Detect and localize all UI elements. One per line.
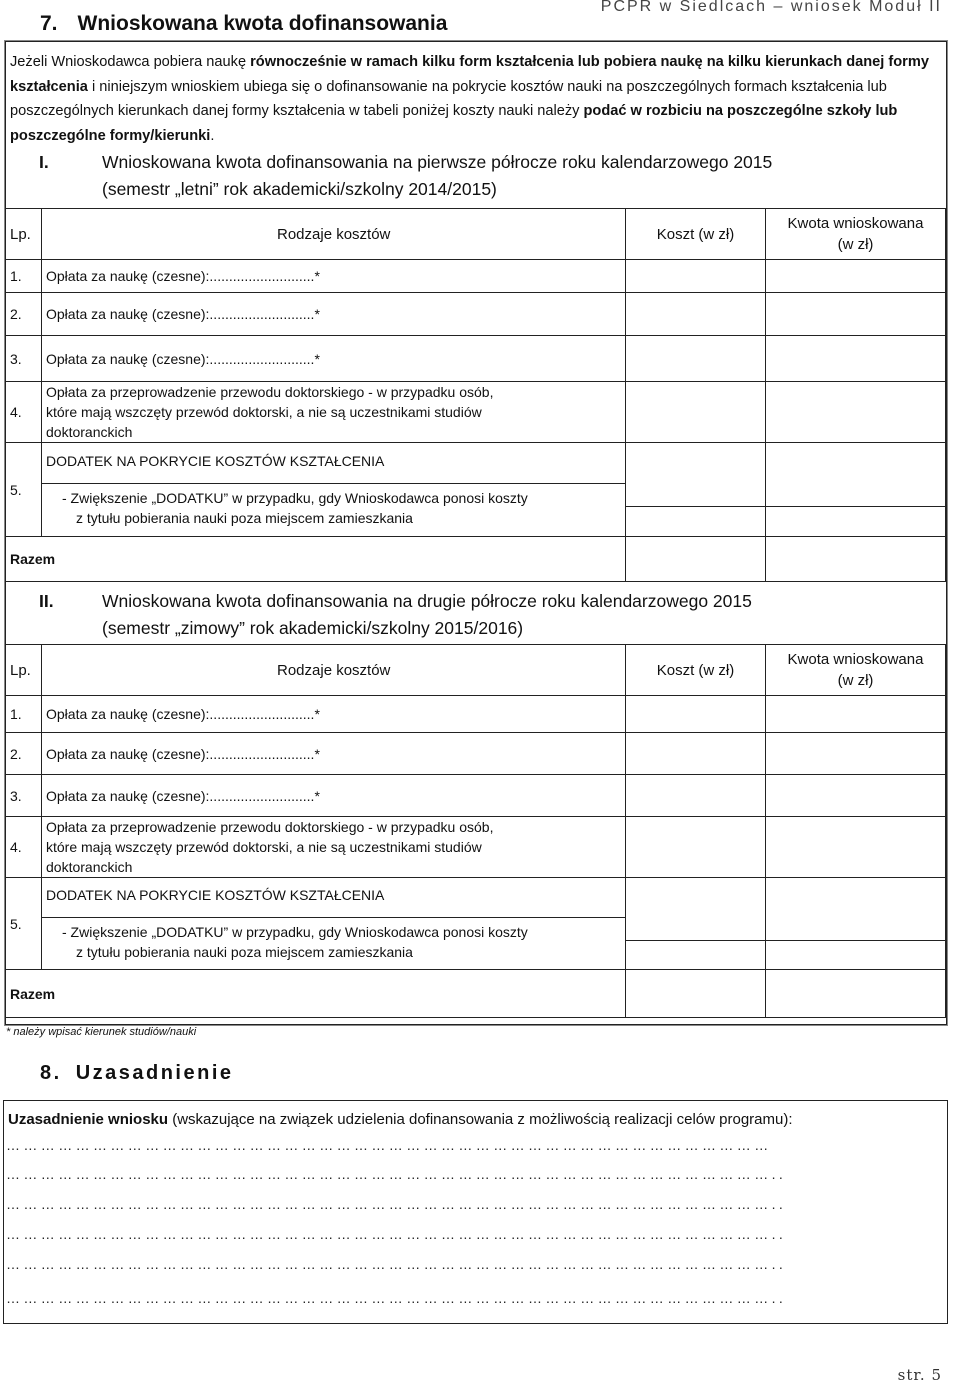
section-7-title: Wnioskowana kwota dofinansowania	[77, 12, 448, 35]
section-8-heading	[40, 1062, 234, 1085]
row-text: Opłata za przeprowadzenie przewodu doktorskiego - w przypadku osób, które mają wszczęty przewód doktorski, a nie są uczestnikami studiów doktoranckich	[42, 382, 626, 443]
section-8-title: Uzasadnienie	[75, 1062, 234, 1084]
row-lp: 1.	[6, 260, 42, 293]
row-text: Opłata za naukę (czesne):...........................*	[42, 733, 626, 775]
dot-line[interactable]: ……………………………………………………………………………………………………………………	[6, 1137, 772, 1153]
row-lp: 2.	[6, 733, 42, 775]
header-koszt: Koszt (w zł)	[626, 645, 766, 696]
row-lp: 3.	[6, 775, 42, 817]
koszt-cell[interactable]	[626, 537, 766, 582]
kwota-cell[interactable]	[766, 382, 946, 443]
razem-label: Razem	[6, 537, 626, 582]
dot-line[interactable]: ……………………………………………………………………………………………………………………..	[6, 1166, 787, 1182]
kwota-cell[interactable]	[766, 260, 946, 293]
part-2-roman: II.	[39, 591, 54, 611]
table-row	[6, 336, 946, 382]
header-rodzaje: Rodzaje kosztów	[42, 209, 626, 260]
intro-segment: i niniejszym wnioskiem ubiega się o dofinansowanie na pokrycie kosztów nauki na poszczególnych formach kształcenia lub poszczególnych kierunkach danej formy kształcenia w tabeli poniżej koszty nauki należy	[10, 78, 887, 119]
koszt-cell[interactable]	[626, 293, 766, 336]
koszt-cell[interactable]	[626, 817, 766, 878]
header-title: PCPR w Siedlcach – wniosek Moduł II	[600, 0, 942, 15]
kwota-cell[interactable]	[766, 878, 946, 970]
dodatek-sub-line1: - Zwiększenie „DODATKU” w przypadku, gdy Wnioskodawca ponosi koszty	[62, 490, 528, 506]
section-7-heading	[40, 12, 447, 36]
part-2-title-line2: (semestr „zimowy” rok akademicki/szkolny 2015/2016)	[102, 618, 524, 638]
header-kwota-line1: Kwota wnioskowana	[787, 215, 924, 232]
row-text: Opłata za przeprowadzenie przewodu doktorskiego - w przypadku osób, które mają wszczęty przewód doktorski, a nie są uczestnikami studiów doktoranckich	[42, 817, 626, 878]
row-lp: 2.	[6, 293, 42, 336]
dot-line[interactable]: ……………………………………………………………………………………………………………………..	[6, 1290, 787, 1306]
table-row	[6, 733, 946, 775]
row-text: Opłata za naukę (czesne):...........................*	[42, 336, 626, 382]
razem-label: Razem	[6, 970, 626, 1018]
kwota-cell[interactable]	[766, 696, 946, 733]
koszt-cell[interactable]	[626, 696, 766, 733]
table-row-dodatek	[6, 878, 946, 970]
intro-segment: .	[210, 127, 215, 144]
kwota-cell[interactable]	[766, 336, 946, 382]
kwota-cell[interactable]	[766, 443, 946, 537]
table-row	[6, 260, 946, 293]
kwota-cell[interactable]	[766, 537, 946, 582]
part-1-title-line1: Wnioskowana kwota dofinansowania na pierwsze półrocze roku kalendarzowego 2015	[102, 152, 773, 172]
header-lp: Lp.	[6, 645, 42, 696]
kwota-cell[interactable]	[766, 970, 946, 1018]
part-1-roman: I.	[39, 152, 49, 172]
table-row-razem	[6, 537, 946, 582]
part-1-title-line2: (semestr „letni” rok akademicki/szkolny 2014/2015)	[102, 179, 497, 199]
table-row	[6, 817, 946, 878]
intro-segment: Jeżeli Wnioskodawca pobiera naukę	[10, 54, 251, 70]
dodatek-sub-line1: - Zwiększenie „DODATKU” w przypadku, gdy Wnioskodawca ponosi koszty	[62, 924, 528, 940]
kwota-cell[interactable]	[766, 775, 946, 817]
dodatek-cell	[42, 878, 626, 970]
koszt-cell[interactable]	[626, 382, 766, 443]
koszt-cell[interactable]	[626, 878, 766, 970]
header-kwota	[766, 209, 946, 260]
row-lp: 5.	[6, 878, 42, 970]
table-row-dodatek	[6, 443, 946, 537]
kwota-cell[interactable]	[766, 733, 946, 775]
dot-line[interactable]: ……………………………………………………………………………………………………………………..	[6, 1256, 787, 1272]
row-lp: 4.	[6, 382, 42, 443]
section-7-intro	[10, 50, 940, 148]
row-lp: 5.	[6, 443, 42, 537]
header-kwota	[766, 645, 946, 696]
table-row	[6, 775, 946, 817]
table-row	[6, 382, 946, 443]
koszt-cell[interactable]	[626, 733, 766, 775]
kwota-cell[interactable]	[766, 293, 946, 336]
koszt-cell[interactable]	[626, 260, 766, 293]
footnote: * należy wpisać kierunek studiów/nauki	[6, 1026, 197, 1038]
row-lp: 3.	[6, 336, 42, 382]
dodatek-sub-line2: z tytułu pobierania nauki poza miejscem zamieszkania	[76, 510, 413, 526]
uzasadnienie-label-rest: (wskazujące na związek udzielenia dofinansowania z możliwością realizacji celów programu):	[168, 1111, 793, 1128]
table-header-row	[6, 645, 946, 696]
table-row	[6, 293, 946, 336]
uzasadnienie-label-bold: Uzasadnienie wniosku	[8, 1111, 169, 1128]
uzasadnienie-label	[8, 1111, 793, 1128]
dodatek-sub-line2: z tytułu pobierania nauki poza miejscem zamieszkania	[76, 944, 413, 960]
header-koszt: Koszt (w zł)	[626, 209, 766, 260]
table-row-razem	[6, 970, 946, 1018]
dodatek-heading: DODATEK NA POKRYCIE KOSZTÓW KSZTAŁCENIA	[46, 887, 385, 903]
intro-segment: równocześnie w ramach kilku form kształcenia lub pobiera naukę na kilku kierunkach danej formy kształcenia	[10, 54, 929, 95]
dodatek-heading: DODATEK NA POKRYCIE KOSZTÓW KSZTAŁCENIA	[46, 453, 385, 469]
header-kwota-line2: (w zł)	[837, 672, 874, 689]
table-header-row	[6, 209, 946, 260]
header-lp: Lp.	[6, 209, 42, 260]
row-text: Opłata za naukę (czesne):...........................*	[42, 293, 626, 336]
section-8-number: 8.	[40, 1062, 62, 1084]
part-2-title-line1: Wnioskowana kwota dofinansowania na drugie półrocze roku kalendarzowego 2015	[102, 591, 752, 611]
row-lp: 1.	[6, 696, 42, 733]
row-text: Opłata za naukę (czesne):...........................*	[42, 696, 626, 733]
cost-table-2	[5, 644, 946, 1018]
header-kwota-line1: Kwota wnioskowana	[787, 651, 924, 668]
row-text: Opłata za naukę (czesne):...........................*	[42, 775, 626, 817]
koszt-cell[interactable]	[626, 970, 766, 1018]
header-kwota-line2: (w zł)	[837, 236, 874, 253]
section-7-number: 7.	[40, 12, 58, 35]
header-rodzaje: Rodzaje kosztów	[42, 645, 626, 696]
dot-line[interactable]: ……………………………………………………………………………………………………………………..	[6, 1226, 787, 1242]
koszt-cell[interactable]	[626, 336, 766, 382]
koszt-cell[interactable]	[626, 443, 766, 537]
koszt-cell[interactable]	[626, 775, 766, 817]
cost-table-1	[5, 208, 946, 582]
row-text: Opłata za naukę (czesne):...........................*	[42, 260, 626, 293]
intro-segment: podać w rozbiciu na poszczególne szkoły lub poszczególne formy/kierunki	[10, 103, 898, 144]
table-row	[6, 696, 946, 733]
page-number: str. 5	[897, 1366, 942, 1384]
kwota-cell[interactable]	[766, 817, 946, 878]
dodatek-cell	[42, 443, 626, 537]
row-lp: 4.	[6, 817, 42, 878]
dot-line[interactable]: ……………………………………………………………………………………………………………………..	[6, 1196, 787, 1212]
